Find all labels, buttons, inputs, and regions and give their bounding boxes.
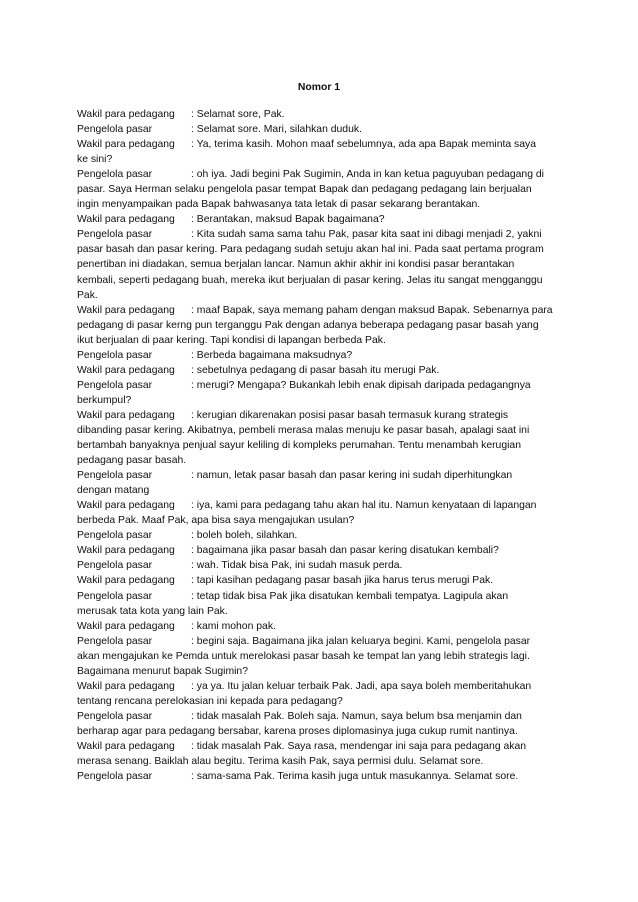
utterance-text: : boleh boleh, silahkan.	[191, 530, 298, 542]
utterance-continuation: tentang rencana perelokasian ini kepada para pedagang?	[77, 695, 343, 707]
utterance-continuation: merusak tata kota yang lain Pak.	[77, 605, 228, 617]
speaker-name: Pengelola pasar	[77, 379, 153, 391]
dialogue-line	[77, 318, 563, 333]
utterance-continuation: dibanding pasar kering. Akibatnya, pembeli merasa malas menuju ke pasar basah, apalagi saat ini	[77, 424, 530, 436]
dialogue-line	[77, 754, 563, 769]
dialogue-line	[77, 468, 563, 483]
utterance-text: : bagaimana jika pasar basah dan pasar kering disatukan kembali?	[191, 545, 499, 557]
utterance-text: : tapi kasihan pedagang pasar basah jika harus terus merugi Pak.	[191, 575, 494, 587]
dialogue-line	[77, 197, 563, 212]
utterance-text: : Selamat sore. Mari, silahkan duduk.	[191, 124, 362, 136]
dialogue-body	[77, 107, 563, 784]
utterance-continuation: ingin menyampaikan pada Bapak bahwasanya tata letak di pasar sekarang berantakan.	[77, 199, 481, 211]
dialogue-line	[77, 483, 563, 498]
dialogue-line	[77, 408, 563, 423]
dialogue-line	[77, 303, 563, 318]
speaker-name: Pengelola pasar	[77, 590, 153, 602]
dialogue-line	[77, 528, 563, 543]
utterance-text: : namun, letak pasar basah dan pasar kering ini sudah diperhitungkan	[191, 470, 513, 482]
dialogue-line	[77, 212, 563, 227]
speaker-name: Wakil para pedagang	[77, 409, 175, 421]
utterance-text: : Berbeda bagaimana maksudnya?	[191, 349, 353, 361]
dialogue-line	[77, 709, 563, 724]
utterance-text: : kerugian dikarenakan posisi pasar basah termasuk kurang strategis	[191, 409, 509, 421]
dialogue-line	[77, 227, 563, 242]
dialogue-line	[77, 288, 563, 303]
utterance-continuation: dengan matang	[77, 485, 150, 497]
dialogue-line	[77, 589, 563, 604]
dialogue-line	[77, 573, 563, 588]
dialogue-line	[77, 558, 563, 573]
utterance-text: : tidak masalah Pak. Saya rasa, mendengar ini saja para pedagang akan	[191, 740, 527, 752]
dialogue-line	[77, 724, 563, 739]
speaker-name: Pengelola pasar	[77, 771, 153, 783]
dialogue-line	[77, 122, 563, 137]
dialogue-line	[77, 348, 563, 363]
utterance-text: : Berantakan, maksud Bapak bagaimana?	[191, 214, 385, 226]
speaker-name: Pengelola pasar	[77, 560, 153, 572]
utterance-continuation: ke sini?	[77, 154, 113, 166]
speaker-name: Wakil para pedagang	[77, 109, 175, 120]
dialogue-line	[77, 769, 563, 784]
speaker-name: Pengelola pasar	[77, 349, 153, 361]
dialogue-line	[77, 694, 563, 709]
utterance-continuation: akan mengajukan ke Pemda untuk merelokasi pasar basah ke tempat lan yang lebih strategis lagi.	[77, 650, 530, 662]
utterance-continuation: bertambah banyaknya penjual sayur keliling di kompleks perumahan. Tentu menambah kerugian	[77, 440, 521, 452]
utterance-text: : kami mohon pak.	[191, 620, 276, 632]
dialogue-line	[77, 634, 563, 649]
utterance-text: : Selamat sore, Pak.	[191, 109, 285, 120]
dialogue-line	[77, 378, 563, 393]
utterance-continuation: berbeda Pak. Maaf Pak, apa bisa saya mengajukan usulan?	[77, 515, 355, 527]
speaker-name: Pengelola pasar	[77, 229, 153, 241]
dialogue-line	[77, 137, 563, 152]
dialogue-line	[77, 498, 563, 513]
dialogue-line	[77, 257, 563, 272]
speaker-name: Wakil para pedagang	[77, 575, 175, 587]
speaker-name: Wakil para pedagang	[77, 740, 175, 752]
page-title: Nomor 1	[297, 82, 341, 93]
utterance-text: : tidak masalah Pak. Boleh saja. Namun, saya belum bsa menjamin dan	[191, 710, 522, 722]
dialogue-line	[77, 242, 563, 257]
utterance-continuation: merasa senang. Baiklah alau begitu. Terima kasih Pak, saya permisi dulu. Selamat sore.	[77, 756, 484, 768]
speaker-name: Pengelola pasar	[77, 530, 153, 542]
speaker-name: Wakil para pedagang	[77, 680, 175, 692]
dialogue-line	[77, 107, 563, 122]
utterance-text: : oh iya. Jadi begini Pak Sugimin, Anda in kan ketua paguyuban pedagang di	[191, 169, 544, 181]
dialogue-line	[77, 513, 563, 528]
speaker-name: Pengelola pasar	[77, 169, 153, 181]
dialogue-line	[77, 167, 563, 182]
utterance-continuation: penertiban ini diadakan, semua berjalan lancar. Namun akhir akhir ini kondisi pasar berantakan	[77, 259, 515, 271]
speaker-name: Wakil para pedagang	[77, 500, 175, 512]
utterance-text: : ya ya. Itu jalan keluar terbaik Pak. Jadi, apa saya boleh memberitahukan	[191, 680, 532, 692]
speaker-name: Wakil para pedagang	[77, 545, 175, 557]
utterance-continuation: Pak.	[77, 289, 98, 301]
dialogue-line	[77, 664, 563, 679]
dialogue-line	[77, 679, 563, 694]
utterance-continuation: ikut berjualan di paar kering. Tapi kondisi di lapangan berbeda Pak.	[77, 334, 386, 346]
speaker-name: Pengelola pasar	[77, 635, 153, 647]
dialogue-line	[77, 363, 563, 378]
dialogue-line	[77, 453, 563, 468]
speaker-name: Pengelola pasar	[77, 710, 153, 722]
speaker-name: Wakil para pedagang	[77, 620, 175, 632]
dialogue-line	[77, 423, 563, 438]
utterance-continuation: pedagang pasar basah.	[77, 455, 187, 467]
dialogue-line	[77, 333, 563, 348]
utterance-text: : merugi? Mengapa? Bukankah lebih enak dipisah daripada pedagangnya	[191, 379, 531, 391]
speaker-name: Pengelola pasar	[77, 124, 153, 136]
utterance-continuation: pasar basah dan pasar kering. Para pedagang sudah setuju akan hal ini. Pada saat pertama program	[77, 244, 544, 256]
speaker-name: Wakil para pedagang	[77, 364, 175, 376]
utterance-continuation: kembali, seperti pedagang buah, mereka ikut berjualan di pasar kering. Jelas itu sangat mengganggu	[77, 274, 543, 286]
dialogue-line	[77, 649, 563, 664]
dialogue-line	[77, 604, 563, 619]
utterance-continuation: pasar. Saya Herman selaku pengelola pasar tempat Bapak dan pedagang pedagang lain berjualan	[77, 184, 532, 196]
dialogue-line	[77, 182, 563, 197]
speaker-name: Wakil para pedagang	[77, 214, 175, 226]
utterance-text: : sama-sama Pak. Terima kasih juga untuk masukannya. Selamat sore.	[191, 771, 519, 783]
dialogue-line	[77, 438, 563, 453]
dialogue-line	[77, 543, 563, 558]
utterance-continuation: Bagaimana menurut bapak Sugimin?	[77, 665, 248, 677]
utterance-text: : sebetulnya pedagang di pasar basah itu merugi Pak.	[191, 364, 440, 376]
utterance-text: : iya, kami para pedagang tahu akan hal itu. Namun kenyataan di lapangan	[191, 500, 537, 512]
utterance-text: : wah. Tidak bisa Pak, ini sudah masuk perda.	[191, 560, 403, 572]
utterance-text: : begini saja. Bagaimana jika jalan keluarya begini. Kami, pengelola pasar	[191, 635, 531, 647]
dialogue-line	[77, 273, 563, 288]
speaker-name: Pengelola pasar	[77, 470, 153, 482]
utterance-continuation: berharap agar para pedagang bersabar, karena proses diplomasinya juga cukup rumit nantinya.	[77, 725, 518, 737]
utterance-continuation: pedagang di pasar kerng pun terganggu Pak dengan adanya beberapa pedagang pasar basah yang	[77, 319, 539, 331]
utterance-text: : tetap tidak bisa Pak jika disatukan kembali tempatya. Lagipula akan	[191, 590, 509, 602]
speaker-name: Wakil para pedagang	[77, 304, 175, 316]
dialogue-line	[77, 739, 563, 754]
utterance-text: : maaf Bapak, saya memang paham dengan maksud Bapak. Sebenarnya para	[191, 304, 553, 316]
dialogue-line	[77, 619, 563, 634]
utterance-continuation: berkumpul?	[77, 394, 132, 406]
speaker-name: Wakil para pedagang	[77, 139, 175, 151]
utterance-text: : Kita sudah sama sama tahu Pak, pasar kita saat ini dibagi menjadi 2, yakni	[191, 229, 542, 241]
utterance-text: : Ya, terima kasih. Mohon maaf sebelumnya, ada apa Bapak meminta saya	[191, 139, 537, 151]
dialogue-line	[77, 152, 563, 167]
dialogue-line	[77, 393, 563, 408]
